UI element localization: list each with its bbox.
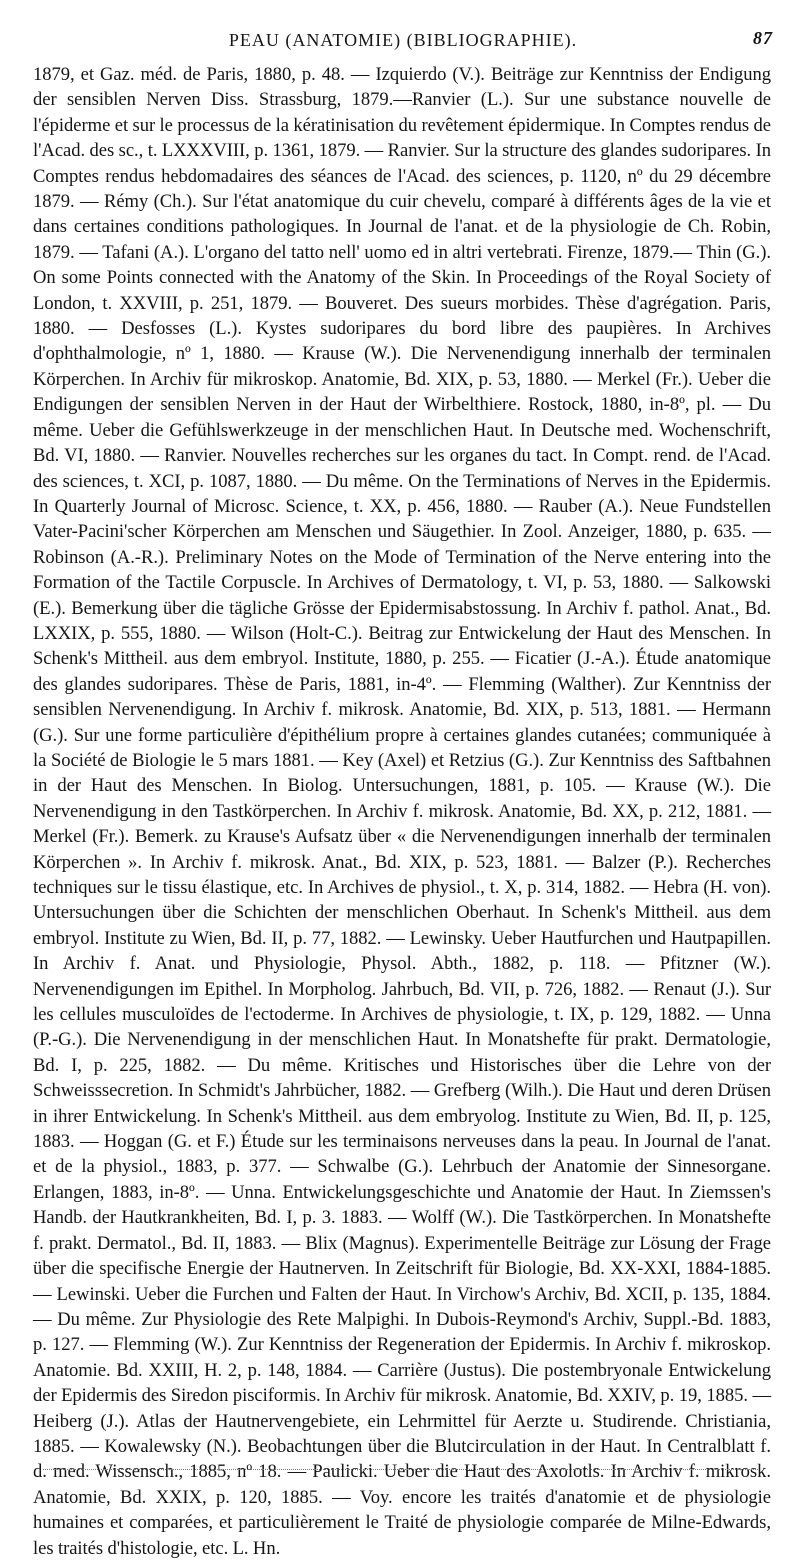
bibliography-paragraph: 1879, et Gaz. méd. de Paris, 1880, p. 48. — Izquierdo (V.). Beiträge zur Kenntniss der Endigung der sensiblen Nerven Diss. Strassburg, 1879.—Ranvier (L.). Sur une substance nouvelle de l'épiderme et sur le processus de la kératinisation du revêtement épidermique. In Comptes rendus de l'Acad. des sc., t. LXXXVIII, p. 1361, 1879. — Ranvier. Sur la structure des glandes sudoripares. In Comptes rendus hebdomadaires des séances de l'Acad. des sciences, p. 1120, nº du 29 décembre 1879. — Rémy (Ch.). Sur l'état anatomique du cuir chevelu, comparé à différents âges de la vie et dans certaines conditions pathologiques. In Journal de l'anat. et de la physiologie de Ch. Robin, 1879. — Tafani (A.). L'organo del tatto nell' uomo ed in altri vertebrati. Firenze, 1879.— Thin (G.). On some Points connected with the Anatomy of the Skin. In Proceedings of the Royal Society of London, t. XXVIII, p. 251, 1879. — Bouveret. Des sueurs morbides. Thèse d'agrégation. Paris, 1880. — Desfosses (L.). Kystes sudoripares du bord libre des paupières. In Archives d'ophthalmologie, nº 1, 1880. — Krause (W.). Die Nervenendigung innerhalb der terminalen Körperchen. In Archiv für mikroskop. Anatomie, Bd. XIX, p. 53, 1880. — Merkel (Fr.). Ueber die Endigungen der sensiblen Nerven in der Haut der Wirbelthiere. Rostock, 1880, in-8º, pl. — Du même. Ueber die Gefühlswerkzeuge in der menschlichen Haut. In Deutsche med. Wochenschrift, Bd. VI, 1880. — Ranvier. Nouvelles recherches sur les organes du tact. In Compt. rend. de l'Acad. des sciences, t. XCI, p. 1087, 1880. — Du même. On the Terminations of Nerves in the Epidermis. In Quarterly Journal of Microsc. Science, t. XX, p. 456, 1880. — Rauber (A.). Neue Fundstellen Vater-Pacini'scher Körperchen am Menschen und Säugethier. In Zool. Anzeiger, 1880, p. 635. — Robinson (A.-R.). Preliminary Notes on the Mode of Termination of the Nerve entering into the Formation of the Tactile Corpuscle. In Archives of Dermatology, t. VI, p. 53, 1880. — Salkowski (E.). Bemerkung über die tägliche Grösse der Epidermisabstossung. In Archiv f. pathol. Anat., Bd. LXXIX, p. 555, 1880. — Wilson (Holt-C.). Beitrag zur Entwickelung der Haut des Menschen. In Schenk's Mittheil. aus dem embryol. Institute, 1880, p. 255. — Ficatier (J.-A.). Étude anatomique des glandes sudoripares. Thèse de Paris, 1881, in-4º. — Flemming (Walther). Zur Kenntniss der sensiblen Nervenendigung. In Archiv f. mikrosk. Anatomie, Bd. XIX, p. 513, 1881. — Hermann (G.). Sur une forme particulière d'épithélium propre à certaines glandes cutanées; communiquée à la Société de Biologie le 5 mars 1881. — Key (Axel) et Retzius (G.). Zur Kenntniss des Saftbahnen in der Haut des Menschen. In Biolog. Untersuchungen, 1881, p. 105. — Krause (W.). Die Nervenendigung in den Tastkörperchen. In Archiv f. mikrosk. Anatomie, Bd. XX, p. 212, 1881. — Merkel (Fr.). Bemerk. zu Krause's Aufsatz über « die Nervenendigungen innerhalb der terminalen Körperchen ». In Archiv f. mikrosk. Anat., Bd. XIX, p. 523, 1881. — Balzer (P.). Recherches techniques sur le tissu élastique, etc. In Archives de physiol., t. X, p. 314, 1882. — Hebra (H. von). Untersuchungen über die Schichten der menschlichen Oberhaut. In Schenk's Mittheil. aus dem embryol. Institute zu Wien, Bd. II, p. 77, 1882. — Lewinsky. Ueber Hautfurchen und Hautpapillen. In Archiv f. Anat. und Physiologie, Physol. Abth., 1882, p. 118. — Pfitzner (W.). Nervenendigungen im Epithel. In Morpholog. Jahrbuch, Bd. VII, p. 726, 1882. — Renaut (J.). Sur les cellules musculoïdes de l'ectoderme. In Archives de physiologie, t. IX, p. 129, 1882. — Unna (P.-G.). Die Nervenendigung in der menschlichen Haut. In Monatshefte für prakt. Dermatologie, Bd. I, p. 225, 1882. — Du même. Kritisches und Historisches über die Lehre von der Schweisssecretion. In Schmidt's Jahrbücher, 1882. — Grefberg (Wilh.). Die Haut und deren Drüsen in ihrer Entwickelung. In Schenk's Mittheil. aus dem embryolog. Institute zu Wien, Bd. II, p. 125, 1883. — Hoggan (G. et F.) Étude sur les terminaisons nerveuses dans la peau. In Journal de l'anat. et de la physiol., 1883, p. 377. — Schwalbe (G.). Lehrbuch der Anatomie der Sinnesorgane. Erlangen, 1883, in-8º. — Unna. Entwickelungsgeschichte und Anatomie der Haut. In Ziemssen's Handb. der Hautkrankheiten, Bd. I, p. 3. 1883. — Wolff (W.). Die Tastkörperchen. In Monatshefte f. prakt. Dermatol., Bd. II, 1883. — Blix (Magnus). Experimentelle Beiträge zur Lösung der Frage über die specifische Energie der Hautnerven. In Zeitschrift für Biologie, Bd. XX-XXI, 1884-1885. — Lewinski. Ueber die Furchen und Falten der Haut. In Virchow's Archiv, Bd. XCII, p. 135, 1884. — Du même. Zur Physiologie des Rete Malpighi. In Dubois-Reymond's Archiv, Suppl.-Bd. 1883, p. 127. — Flemming (W.). Zur Kenntniss der Regeneration der Epidermis. In Archiv f. mikroskop. Anatomie. Bd. XXIII, H. 2, p. 148, 1884. — Carrière (Justus). Die postembryonale Entwickelung der Epidermis des Siredon pisciformis. In Archiv für mikrosk. Anatomie, Bd. XXIV, p. 19, 1885. — Heiberg (J.). Atlas der Hautnervengebiete, ein Lehrmittel für Aerzte u. Studirende. Christiania, 1885. — Kowalewsky (N.). Beobachtungen über die Blutcirculation in der Haut. In Centralblatt f. d. med. Wissensch., 1885, nº 18. — Paulicki. Ueber die Haut des Axolotls. In Archiv f. mikrosk. Anatomie, Bd. XXIX, p. 120, 1885. — Voy. encore les traités d'anatomie et de physiologie humaines et comparées, et particulièrement le Traité de physiologie comparée de Milne-Edwards, les traités d'histologie, etc. L. Hn. xyxy=(33,64,771,1559)
running-header xyxy=(33,24,773,56)
running-title: PEAU (ANATOMIE) (BIBLIOGRAPHIE). xyxy=(228,30,578,50)
bibliography-text-block xyxy=(33,62,771,1561)
page-number: 87 xyxy=(753,28,773,48)
footer-dotted-rule xyxy=(43,1469,758,1470)
